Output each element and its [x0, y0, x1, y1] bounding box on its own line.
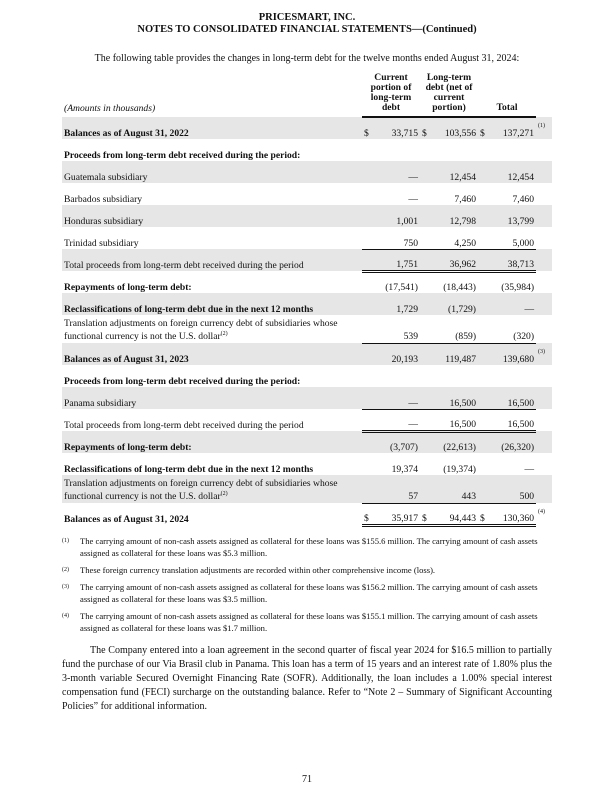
current-value: (17,541) [385, 282, 419, 293]
total-value: 16,500 [488, 409, 536, 431]
footnote-mark: (3) [62, 583, 69, 590]
currency-symbol [362, 365, 372, 387]
currency-symbol [478, 387, 488, 409]
currency-symbol [420, 453, 430, 475]
longterm-value: 119,487 [430, 343, 478, 365]
footnote-mark: (2) [62, 566, 69, 573]
footnote-ref [536, 315, 552, 343]
current-value: 539 [372, 315, 420, 343]
table-row [62, 227, 552, 249]
intro-text: The following table provides the changes in long-term debt for the twelve months ended August 31, 2024: [94, 53, 520, 64]
row-label: Reclassifications of long-term debt due in the next 12 months [62, 293, 362, 315]
currency-symbol [362, 475, 372, 503]
footnote-ref [536, 249, 552, 271]
row-label: Trinidad subsidiary [64, 238, 139, 249]
footnote [62, 564, 552, 576]
currency-symbol [478, 453, 488, 475]
total-value: 139,680 [488, 343, 536, 365]
table-row [62, 453, 552, 475]
longterm-value: 4,250 [430, 227, 478, 249]
longterm-value: (859) [430, 315, 478, 343]
currency-symbol [362, 161, 372, 183]
footnote-ref [536, 365, 552, 387]
current-value: — [372, 409, 420, 431]
current-value [372, 139, 420, 161]
total-value: 13,799 [488, 205, 536, 227]
row-label: Barbados subsidiary [64, 194, 143, 205]
row-label: Proceeds from long-term debt received during the period: [64, 376, 301, 388]
total-value: — [524, 464, 535, 476]
col-total: Total [478, 73, 536, 117]
currency-symbol [478, 139, 488, 161]
currency-symbol [362, 139, 372, 161]
currency-symbol [478, 409, 488, 431]
currency-symbol [362, 293, 372, 315]
currency-symbol [362, 205, 372, 227]
currency-symbol [362, 183, 372, 205]
current-value: 1,751 [372, 249, 420, 271]
table-row [62, 293, 552, 315]
footnote-ref [536, 205, 552, 227]
row-label: Guatemala subsidiary [62, 161, 362, 183]
total-value: 130,360 [488, 503, 536, 525]
currency-symbol [420, 475, 430, 503]
longterm-value: (18,443) [443, 282, 477, 293]
currency-symbol [362, 227, 372, 249]
total-value: 137,271 [488, 117, 536, 139]
row-label: Reclassifications of long-term debt due in the next 12 months [64, 464, 314, 476]
total-value: 500 [488, 475, 536, 503]
footnote-ref: (4) [538, 509, 546, 516]
current-value: (3,707) [372, 431, 420, 453]
longterm-value: (19,374) [443, 464, 477, 476]
currency-symbol [420, 161, 430, 183]
current-value: — [372, 387, 420, 409]
currency-symbol [420, 271, 430, 293]
current-value: — [408, 194, 419, 205]
table-row [62, 503, 552, 525]
currency-symbol [478, 475, 488, 503]
currency-symbol: $ [362, 503, 372, 525]
footnote-ref [536, 183, 552, 205]
row-label: Translation adjustments on foreign currency debt of subsidiaries whose functional currency is not the U.S. dollar$^{(2)}$ [64, 318, 338, 343]
currency-symbol [478, 249, 488, 271]
footnote-col [536, 73, 552, 117]
footnote-ref: (1) [536, 117, 552, 139]
total-value: 7,460 [512, 194, 535, 205]
footnote-ref [536, 409, 552, 431]
currency-symbol [420, 183, 430, 205]
currency-symbol: $ [362, 117, 372, 139]
row-label: Honduras subsidiary [62, 205, 362, 227]
total-value: 16,500 [488, 387, 536, 409]
row-label: Panama subsidiary [62, 387, 362, 409]
longterm-value: 103,556 [430, 117, 478, 139]
footnote-ref [536, 475, 552, 503]
longterm-value: 94,443 [430, 503, 478, 525]
col-current: Current portion of long-term debt [362, 73, 420, 117]
currency-symbol [362, 453, 372, 475]
current-value: 33,715 [372, 117, 420, 139]
longterm-value: 12,798 [430, 205, 478, 227]
total-value [488, 139, 536, 161]
currency-symbol [420, 139, 430, 161]
currency-symbol [478, 365, 488, 387]
footnote-ref [536, 161, 552, 183]
currency-symbol [478, 343, 488, 365]
footnote [62, 535, 552, 559]
footnote [62, 581, 552, 605]
currency-symbol [420, 387, 430, 409]
row-label: Total proceeds from long-term debt received during the period [62, 249, 362, 271]
total-value: (35,984) [501, 282, 535, 293]
currency-symbol [420, 315, 430, 343]
footnote-ref [536, 387, 552, 409]
longterm-value: 443 [430, 475, 478, 503]
footnote-text: These foreign currency translation adjustments are recorded within other comprehensive income (loss). [80, 564, 436, 575]
footnote-ref [536, 293, 552, 315]
total-value: 38,713 [488, 249, 536, 271]
table-row [62, 249, 552, 271]
currency-symbol [420, 409, 430, 431]
current-value: 35,917 [372, 503, 420, 525]
longterm-value: 16,500 [430, 409, 478, 431]
currency-symbol [420, 227, 430, 249]
current-value: — [372, 161, 420, 183]
currency-symbol [362, 249, 372, 271]
currency-symbol [478, 227, 488, 249]
longterm-value: (1,729) [430, 293, 478, 315]
currency-symbol [420, 205, 430, 227]
currency-symbol: $ [478, 503, 488, 525]
row-label: Balances as of August 31, 2023 [62, 343, 362, 365]
current-value [372, 365, 420, 387]
table-row [62, 409, 552, 431]
currency-symbol [362, 431, 372, 453]
table-row [62, 139, 552, 161]
table-row [62, 365, 552, 387]
footnote [62, 610, 552, 634]
table-row [62, 343, 552, 365]
total-value: 12,454 [488, 161, 536, 183]
row-label: Balances as of August 31, 2022 [62, 117, 362, 139]
row-label: Translation adjustments on foreign currency debt of subsidiaries whose functional currency is not the U.S. dollar$^{(2)}$ [62, 475, 362, 503]
longterm-value: (22,613) [430, 431, 478, 453]
long-term-debt-table [62, 73, 552, 527]
table-row [62, 205, 552, 227]
currency-symbol [362, 343, 372, 365]
page-number: 71 [302, 774, 312, 785]
footnote-ref: (3) [536, 343, 552, 365]
footnote-ref [536, 139, 552, 161]
table-row [62, 431, 552, 453]
table-row [62, 271, 552, 293]
longterm-value: 7,460 [454, 194, 477, 205]
currency-symbol [362, 315, 372, 343]
currency-symbol [420, 293, 430, 315]
footnote-ref [536, 227, 552, 249]
total-value: — [488, 293, 536, 315]
footnote-ref [536, 453, 552, 475]
footnote-text: The carrying amount of non-cash assets assigned as collateral for these loans was $155.6 million. The carrying amount of cash assets assigned as collateral for these loans was $5.3 million. [80, 535, 538, 558]
currency-symbol [420, 249, 430, 271]
units-label: (Amounts in thousands) [64, 103, 156, 114]
table-row [62, 475, 552, 503]
currency-symbol [420, 365, 430, 387]
row-label: Repayments of long-term debt: [62, 431, 362, 453]
company-name: PRICESMART, INC. [258, 12, 356, 23]
row-label: Total proceeds from long-term debt received during the period [64, 420, 304, 432]
currency-symbol [478, 205, 488, 227]
current-value: 20,193 [372, 343, 420, 365]
currency-symbol [420, 431, 430, 453]
longterm-value: 16,500 [430, 387, 478, 409]
col-longterm: Long-term debt (net of current portion) [420, 73, 478, 117]
table-row [62, 387, 552, 409]
footnote-text: The carrying amount of non-cash assets assigned as collateral for these loans was $156.2 million. The carrying amount of cash assets assigned as collateral for these loans was $3.5 million. [80, 581, 538, 604]
table-row [62, 117, 552, 139]
footnote-ref [536, 271, 552, 293]
current-value: 750 [372, 227, 420, 249]
currency-symbol [478, 431, 488, 453]
page-subtitle: NOTES TO CONSOLIDATED FINANCIAL STATEMENTS—(Continued) [137, 24, 477, 35]
currency-symbol [478, 271, 488, 293]
total-value [488, 365, 536, 387]
currency-symbol [362, 409, 372, 431]
currency-symbol: $ [420, 503, 430, 525]
current-value: 1,729 [372, 293, 420, 315]
currency-symbol: $ [478, 117, 488, 139]
longterm-value [430, 139, 478, 161]
row-label: Repayments of long-term debt: [64, 282, 192, 293]
total-value: 5,000 [488, 227, 536, 249]
longterm-value: 36,962 [430, 249, 478, 271]
footnote-ref [536, 431, 552, 453]
table-row [62, 183, 552, 205]
currency-symbol [420, 343, 430, 365]
row-label: Proceeds from long-term debt received during the period: [64, 150, 301, 161]
row-label: Balances as of August 31, 2024 [64, 514, 189, 526]
currency-symbol: $ [420, 117, 430, 139]
total-value: (320) [488, 315, 536, 343]
current-value: 19,374 [391, 464, 419, 476]
currency-symbol [478, 161, 488, 183]
table-row [62, 161, 552, 183]
body-paragraph: The Company entered into a loan agreement in the second quarter of fiscal year 2024 for $16.5 million to partially fund the purchase of our Via Brasil club in Panama. This loan has a term of 15 years and an interest rate of 1.80% plus the 3-month variable Secured Overnight Financing Rate (SOFR). Additionally, the loan includes a 1.00% special interest compensation fund (FECI) surcharge on the outstanding balance. Refer to “Note 2 – Summary of Significant Accounting Policies” for additional information. [62, 644, 552, 712]
current-value: 57 [372, 475, 420, 503]
total-value: (26,320) [488, 431, 536, 453]
currency-symbol [362, 271, 372, 293]
longterm-value [430, 365, 478, 387]
currency-symbol [478, 315, 488, 343]
currency-symbol [478, 293, 488, 315]
footnote-text: The carrying amount of non-cash assets assigned as collateral for these loans was $155.1 million. The carrying amount of cash assets assigned as collateral for these loans was $1.7 million. [80, 610, 538, 633]
currency-symbol [362, 387, 372, 409]
longterm-value: 12,454 [430, 161, 478, 183]
currency-symbol [478, 183, 488, 205]
footnote-mark: (1) [62, 537, 69, 544]
current-value: 1,001 [372, 205, 420, 227]
table-row [62, 315, 552, 343]
footnote-mark: (4) [62, 612, 69, 619]
